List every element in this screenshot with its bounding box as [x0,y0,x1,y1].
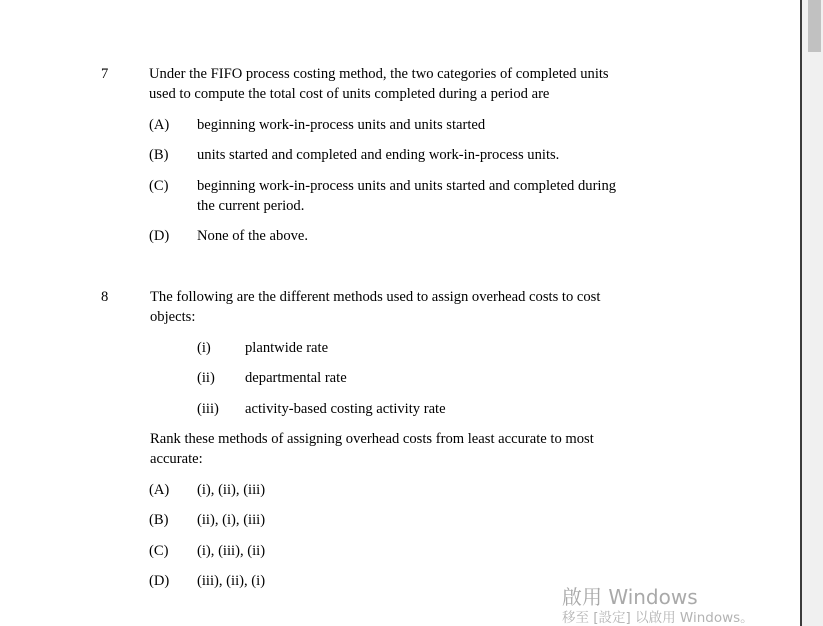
option-label: (A) [149,482,170,498]
question-number: 7 [101,66,109,82]
option-label: (D) [149,228,170,244]
option-label: (B) [149,512,169,528]
question-stem-line: objects: [150,309,196,325]
option-text: units started and completed and ending work-in-process units. [197,147,560,163]
option-text: (iii), (ii), (i) [197,573,266,589]
option-label: (D) [149,573,170,589]
vertical-scrollbar[interactable] [800,0,823,626]
option-label: (A) [149,117,170,133]
question-number: 8 [101,289,109,305]
method-text: plantwide rate [245,340,329,356]
option-text: the current period. [197,198,305,214]
question-stem-line: used to compute the total cost of units completed during a period are [149,86,550,102]
option-text: None of the above. [197,228,309,244]
option-label: (C) [149,543,169,559]
method-label: (iii) [197,401,219,417]
option-text: (i), (ii), (iii) [197,482,266,498]
question-prompt-line: accurate: [150,451,203,467]
option-text: (ii), (i), (iii) [197,512,266,528]
question-stem-line: Under the FIFO process costing method, the two categories of completed units [149,66,609,82]
method-text: activity-based costing activity rate [245,401,446,417]
method-text: departmental rate [245,370,347,386]
option-text: beginning work-in-process units and units started [197,117,486,133]
option-label: (B) [149,147,169,163]
activation-watermark-title: 啟用 Windows [562,585,698,609]
activation-watermark-subtitle: 移至 [設定] 以啟用 Windows。 [562,610,754,626]
question-prompt-line: Rank these methods of assigning overhead costs from least accurate to most [150,431,594,447]
option-text: (i), (iii), (ii) [197,543,266,559]
method-label: (i) [197,340,211,356]
option-text: beginning work-in-process units and units started and completed during [197,178,617,194]
question-stem-line: The following are the different methods used to assign overhead costs to cost [150,289,601,305]
option-label: (C) [149,178,169,194]
scrollbar-thumb[interactable] [808,0,821,52]
page-edge-divider [800,0,802,626]
method-label: (ii) [197,370,215,386]
